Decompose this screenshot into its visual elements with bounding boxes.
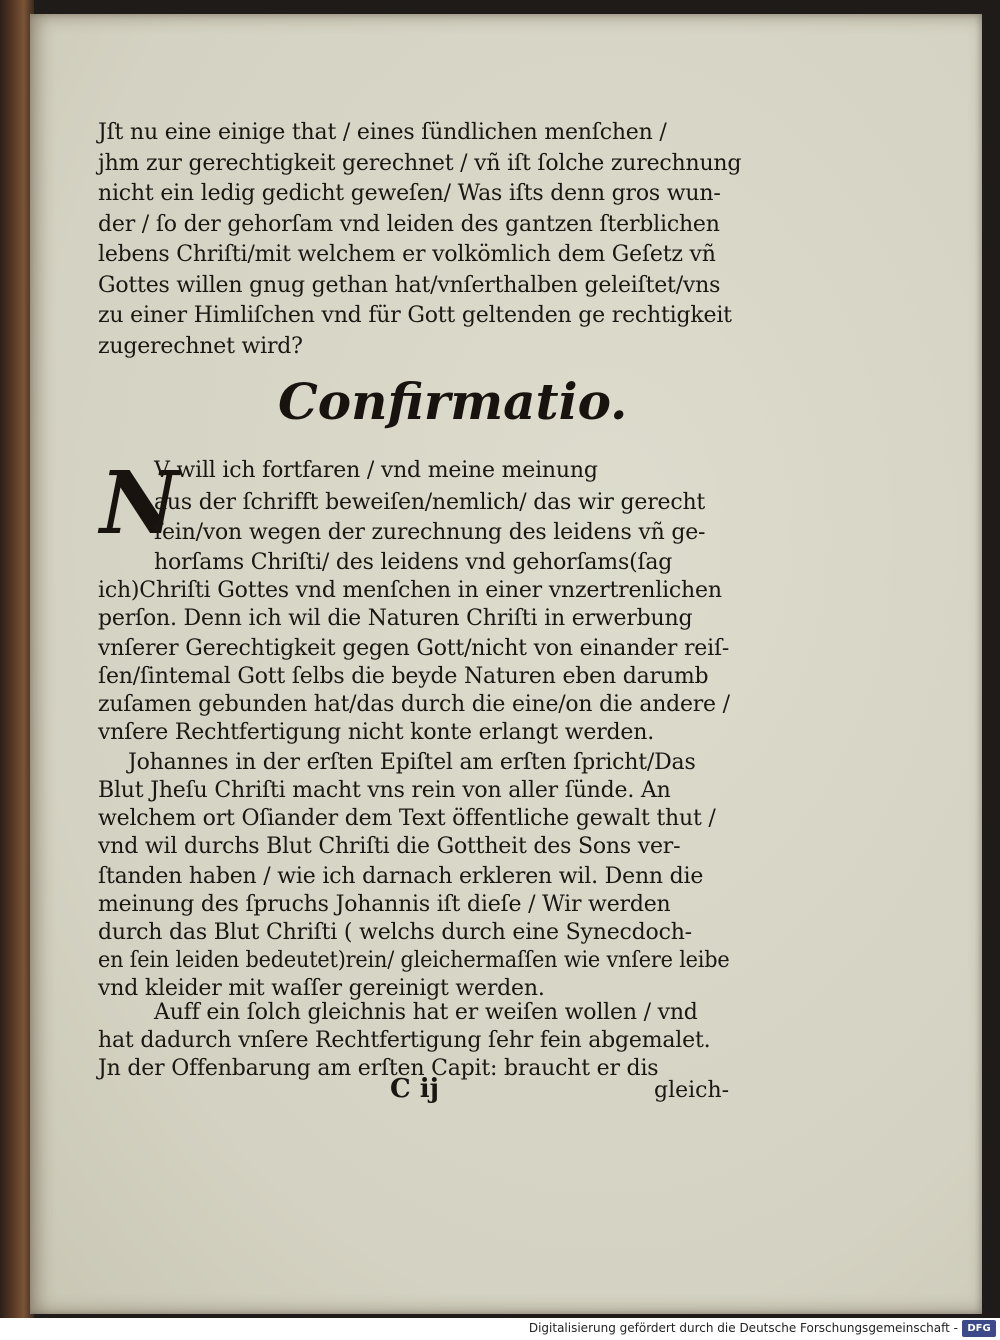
text-line: welchem ort Oſiander dem Text öffentliche gewalt thut / (98, 806, 716, 831)
text-line: Jſt nu eine einige that / eines ſündlichen menſchen / (98, 120, 667, 145)
text-line: lebens Chriſti/mit welchem er volkömlich dem Geſetz vñ (98, 242, 716, 267)
text-line: zuſamen gebunden hat/das durch die eine/on die andere / (98, 692, 730, 717)
signature-mark: C ij (390, 1074, 440, 1104)
text-line: Johannes in der erſten Epiſtel am erſten ſpricht/Das (128, 750, 696, 775)
text-line: Blut Jheſu Chriſti macht vns rein von aller ſünde. An (98, 778, 671, 803)
text-line: vnd wil durchs Blut Chriſti die Gottheit des Sons ver- (98, 834, 681, 859)
text-line: Gottes willen gnug gethan hat/vnſerthalben geleiſtet/vns (98, 272, 721, 298)
text-line: meinung des ſpruchs Johannis iſt dieſe / Wir werden (98, 892, 671, 917)
text-line: Auff ein ſolch gleichnis hat er weiſen wollen / vnd (154, 1000, 698, 1025)
text-line: vnſere Rechtfertigung nicht konte erlangt werden. (98, 720, 654, 745)
text-line: zugerechnet wird? (98, 333, 303, 359)
text-line: ſein/von wegen der zurechnung des leidens vñ ge- (154, 520, 706, 545)
decorated-initial: N (100, 453, 179, 554)
text-line: hat dadurch vnſere Rechtfertigung ſehr fein abgemalet. (98, 1028, 711, 1053)
dfg-logo: DFG (962, 1320, 996, 1337)
text-line: vnſerer Gerechtigkeit gegen Gott/nicht von einander reiſ- (98, 636, 730, 661)
catchword: gleich- (654, 1078, 730, 1103)
text-line: vnd kleider mit waſſer gereinigt werden. (98, 976, 545, 1001)
footer-credit: Digitalisierung gefördert durch die Deutsche Forschungsgemeinschaft - (528, 1321, 958, 1335)
book-spine (0, 0, 34, 1318)
text-line: nicht ein ledig gedicht geweſen/ Was iſts denn gros wun- (98, 181, 721, 206)
text-line: en ſein leiden bedeutet)rein/ gleichermaſſen wie vnſere leibe (98, 948, 730, 973)
text-line: Jn der Offenbarung am erſten Capit: braucht er dis (98, 1056, 659, 1081)
text-line: der / ſo der gehorſam vnd leiden des gantzen ſterblichen (98, 211, 720, 237)
text-line: zu einer Himliſchen vnd für Gott geltenden ge rechtigkeit (98, 303, 732, 328)
text-line: horſams Chriſti/ des leidens vnd gehorſams(ſag (154, 550, 673, 575)
text-line: jhm zur gerechtigkeit gerechnet / vñ iſt ſolche zurechnung (98, 150, 742, 176)
text-line: ſen/ſintemal Gott ſelbs die beyde Naturen eben darumb (98, 664, 709, 689)
section-heading: Confirmatio. (278, 372, 628, 431)
text-line: durch das Blut Chriſti ( welchs durch eine Synecdoch- (98, 920, 692, 945)
text-line: ſtanden haben / wie ich darnach erkleren wil. Denn die (98, 864, 704, 889)
text-line: V will ich fortfaren / vnd meine meinung (154, 458, 598, 483)
text-line: perſon. Denn ich wil die Naturen Chriſti in erwerbung (98, 606, 693, 631)
text-line: ich)Chriſti Gottes vnd menſchen in einer vnzertrenlichen (98, 578, 722, 603)
text-line: aus der ſchrifft beweiſen/nemlich/ das wir gerecht (154, 490, 706, 515)
footer-bar (0, 1318, 1000, 1340)
page-scan (30, 14, 982, 1314)
